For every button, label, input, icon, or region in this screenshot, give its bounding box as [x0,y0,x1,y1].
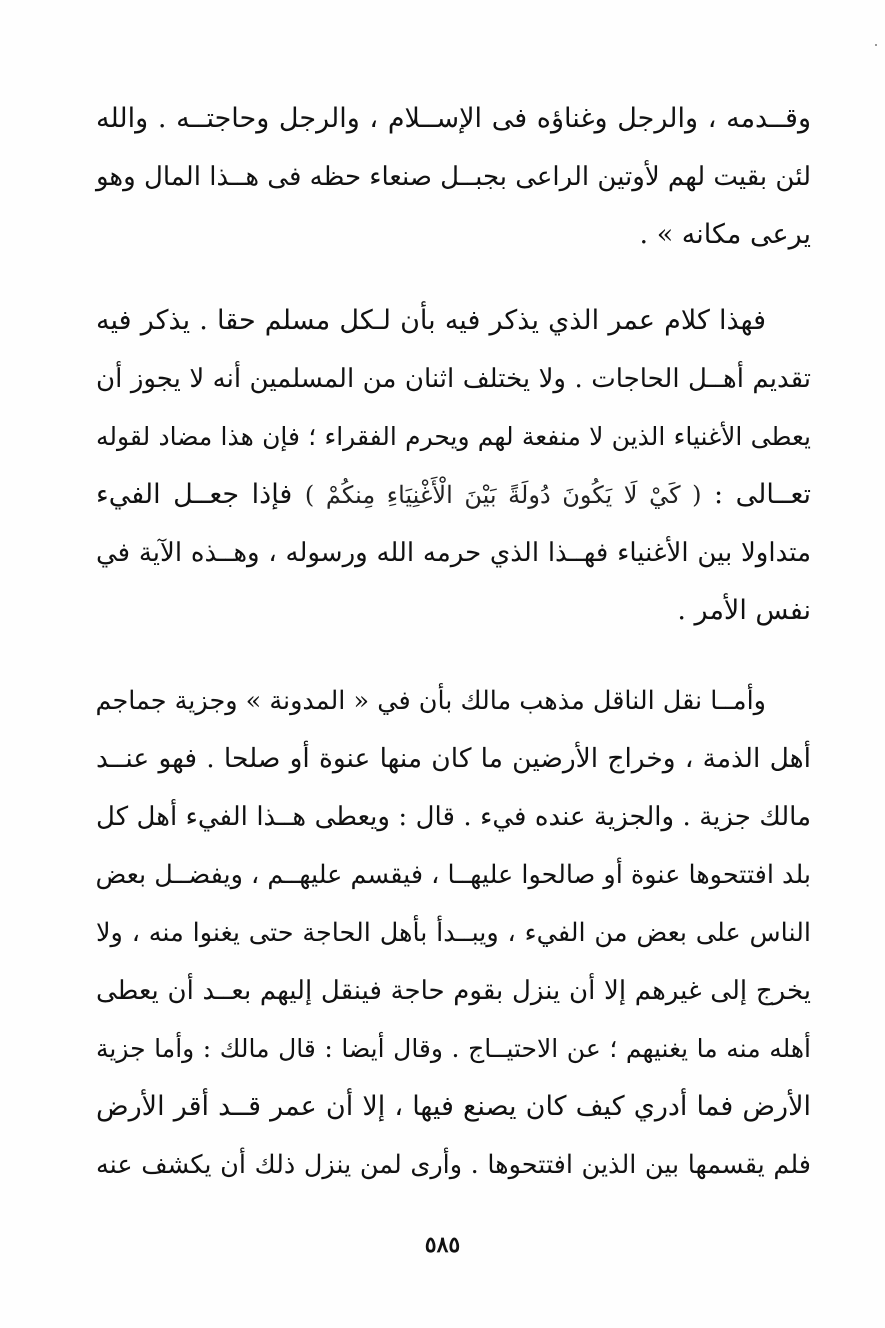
text-line: فهذا كلام عمر الذي يذكر فيه بأن لـكل مسلم حقا . يذكر فيه [96,305,766,336]
scan-speck [875,44,877,46]
text-line: تقديم أهــل الحاجات . ولا يختلف اثنان من المسلمين أنه لا يجوز أن [96,364,811,394]
paragraph-1 [96,90,811,264]
text-fragment: فإذا جعــل الفيء [96,479,293,510]
text-line: وأمــا نقل الناقل مذهب مالك بأن في « المدونة » وجزية جماجم [95,686,766,716]
text-line: بلد افتتحوها عنوة أو صالحوا عليهــا ، فيقسم عليهــم ، ويفضــل بعض [95,860,811,890]
quran-verse: ( كَيْ لَا يَكُونَ دُولَةً بَيْنَ الْأَغْنِيَاءِ مِنكُمْ ) [304,481,702,509]
text-line: يعطى الأغنياء الذين لا منفعة لهم ويحرم الفقراء ؛ فإن هذا مضاد لقوله [96,422,811,451]
text-line: يخرج إلى غيرهم إلا أن ينزل بقوم حاجة فينقل إليهم بعــد أن يعطى [96,976,811,1006]
verse-line [96,466,811,524]
text-line: الناس على بعض من الفيء ، ويبــدأ بأهل الحاجة حتى يغنوا منه ، ولا [96,918,811,948]
text-line: وقــدمه ، والرجل وغناؤه فى الإســلام ، والرجل وحاجتــه . والله [96,103,811,134]
text-line: يرعى مكانه » . [639,219,811,250]
text-line: الأرض فما أدري كيف كان يصنع فيها ، إلا أن عمر قــد أقر الأرض [96,1091,811,1122]
text-line: لئن بقيت لهم لأوتين الراعى بجبــل صنعاء حظه فى هــذا المال وهو [96,162,811,192]
text-line: أهله منه ما يغنيهم ؛ عن الاحتيــاج . وقال أيضا : قال مالك : وأما جزية [96,1034,811,1063]
paragraph-3 [96,672,811,1194]
text-line: متداولا بين الأغنياء فهــذا الذي حرمه الله ورسوله ، وهــذه الآية في [96,538,811,568]
paragraph-2 [96,292,811,640]
text-line: أهل الذمة ، وخراج الأرضين ما كان منها عنوة أو صلحا . فهو عنــد [96,743,811,774]
text-line: نفس الأمر . [677,595,811,626]
text-fragment: تعــالى : [714,479,811,510]
text-line: مالك جزية . والجزية عنده فيء . قال : ويعطى هــذا الفيء أهل كل [96,802,811,832]
page-number: ٥٨٥ [424,1232,461,1258]
text-line: فلم يقسمها بين الذين افتتحوها . وأرى لمن ينزل ذلك أن يكشف عنه [96,1150,811,1180]
